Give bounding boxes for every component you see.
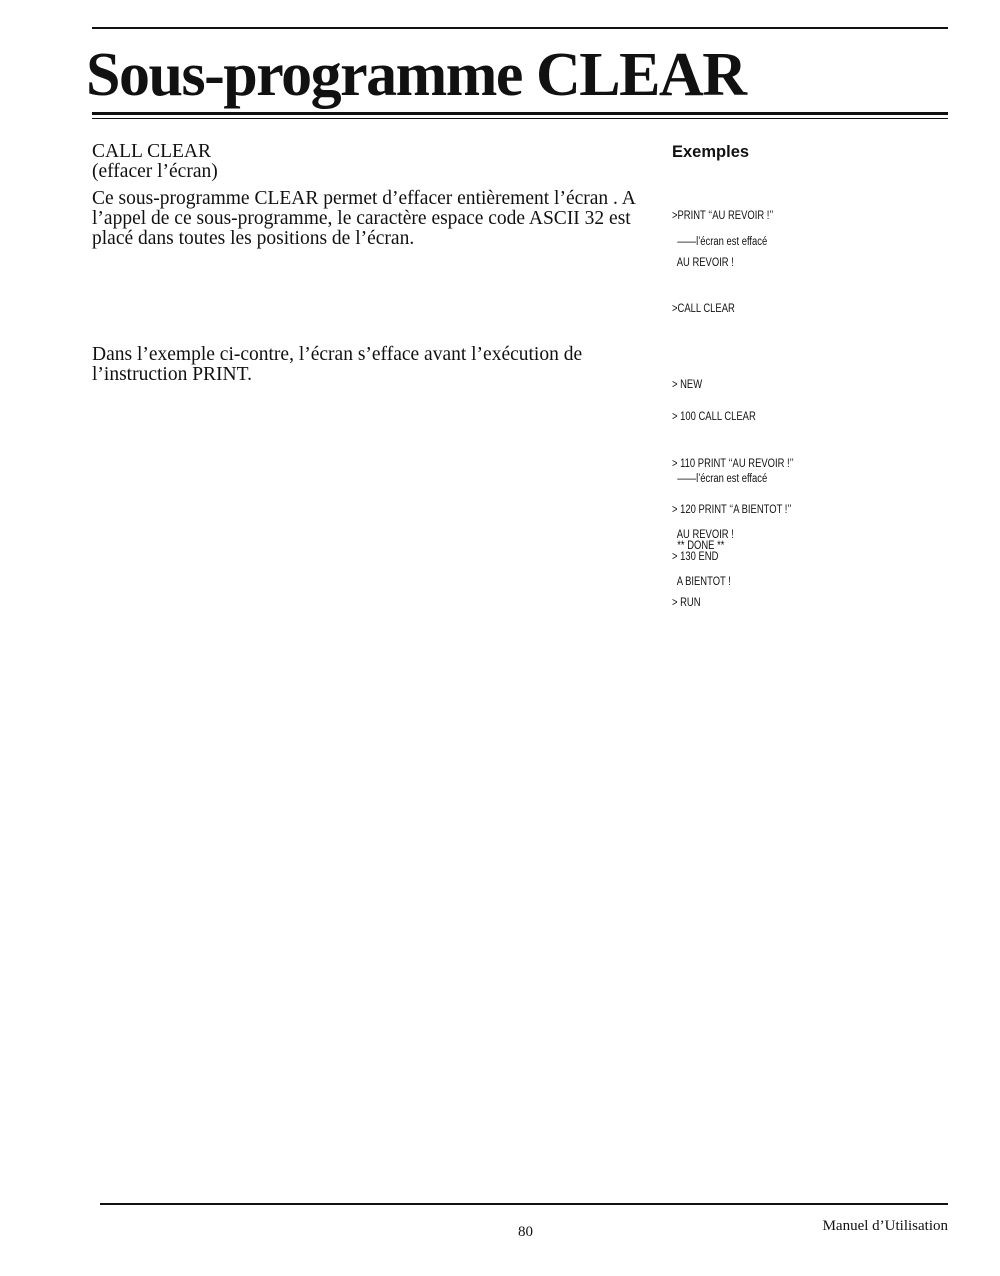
code-line: > RUN <box>672 597 701 609</box>
page-title: Sous-programme CLEAR <box>86 41 746 109</box>
manual-name: Manuel d’Utilisation <box>822 1218 948 1234</box>
code-line: > 100 CALL CLEAR <box>672 411 756 423</box>
code-line: AU REVOIR ! <box>672 256 734 269</box>
description-line: l’appel de ce sous-programme, le caractère espace code ASCII 32 est <box>92 208 631 229</box>
call-syntax: CALL CLEAR <box>92 141 211 162</box>
example2-done: ** DONE ** <box>672 540 725 552</box>
page-number: 80 <box>518 1224 533 1240</box>
title-rule-thick <box>92 112 948 115</box>
example-description-paragraph <box>92 345 582 385</box>
description-line: placé dans toutes les positions de l’écran. <box>92 228 415 249</box>
code-line: AU REVOIR ! <box>672 529 734 541</box>
code-line: > NEW <box>672 379 703 391</box>
example1-note: ——l’écran est effacé <box>672 236 768 248</box>
top-rule <box>92 27 948 29</box>
example2-note: ——l’écran est effacé <box>672 473 768 485</box>
examples-heading: Exemples <box>672 143 750 161</box>
code-line: A BIENTOT ! <box>672 575 731 588</box>
call-subtitle: (effacer l’écran) <box>92 161 218 182</box>
description-line: Ce sous-programme CLEAR permet d’effacer entièrement l’écran . A <box>92 188 636 209</box>
code-line: >PRINT ‘‘AU REVOIR !’’ <box>672 210 774 222</box>
code-line: > 110 PRINT ‘‘AU REVOIR !’’ <box>672 457 794 470</box>
example-description-line: Dans l’exemple ci-contre, l’écran s’efface avant l’exécution de <box>92 344 583 365</box>
example-description-line: l’instruction PRINT. <box>92 364 252 385</box>
description-paragraph <box>92 189 636 249</box>
code-line: > 120 PRINT ‘‘A BIENTOT !’’ <box>672 504 792 516</box>
code-line: > 130 END <box>672 550 719 563</box>
footer-rule <box>100 1203 948 1205</box>
code-line: >CALL CLEAR <box>672 303 735 315</box>
title-rule-thin <box>92 118 948 119</box>
example1-code <box>672 178 773 333</box>
